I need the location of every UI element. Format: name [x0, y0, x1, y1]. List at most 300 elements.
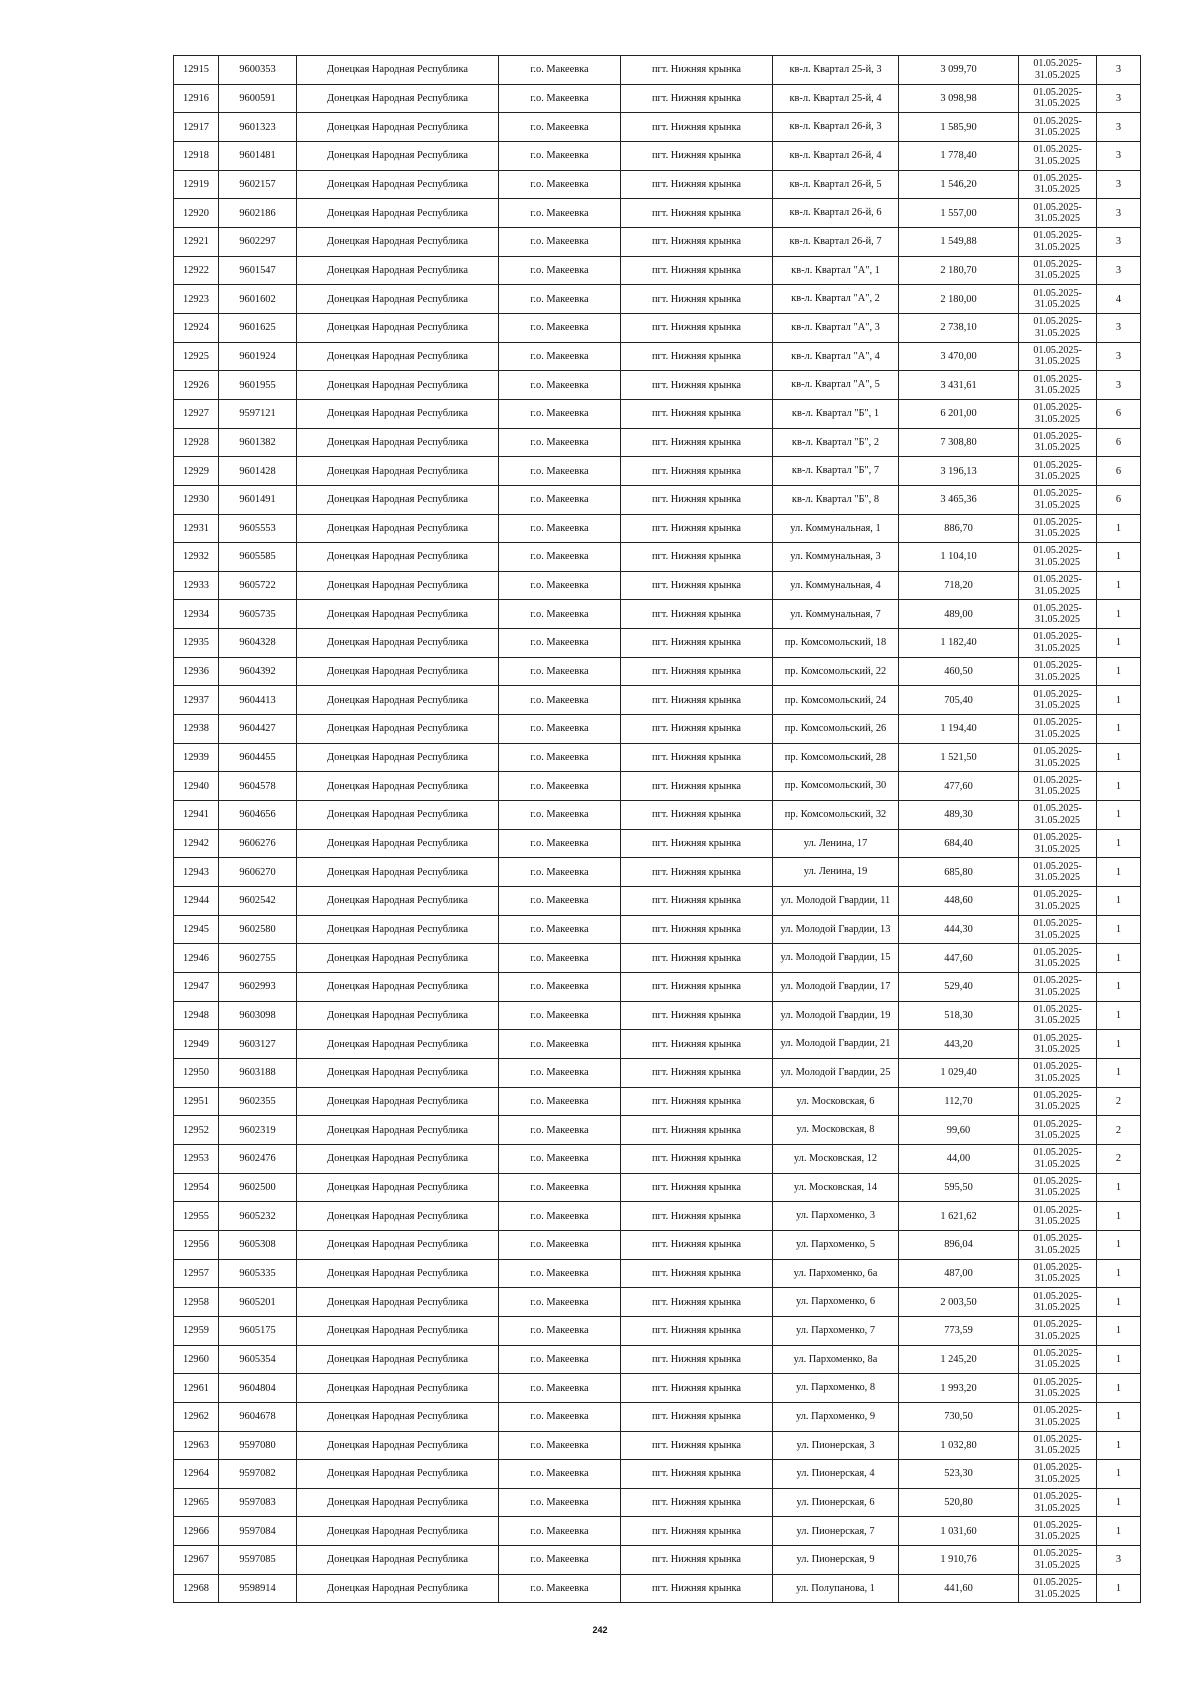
cell-settlement: пгт. Нижняя крынка — [621, 1259, 773, 1288]
cell-area: 1 194,40 — [899, 715, 1019, 744]
cell-count: 3 — [1097, 84, 1141, 113]
cell-code: 9597085 — [219, 1546, 297, 1575]
cell-period: 01.05.2025- 31.05.2025 — [1019, 313, 1097, 342]
cell-area: 444,30 — [899, 915, 1019, 944]
cell-settlement: пгт. Нижняя крынка — [621, 657, 773, 686]
table-row — [174, 1001, 1141, 1030]
cell-republic: Донецкая Народная Республика — [297, 1402, 499, 1431]
page-number: 242 — [592, 1625, 608, 1635]
cell-number: 12944 — [174, 887, 219, 916]
cell-district: г.о. Макеевка — [499, 1374, 621, 1403]
cell-republic: Донецкая Народная Республика — [297, 1116, 499, 1145]
cell-number: 12916 — [174, 84, 219, 113]
cell-number: 12921 — [174, 227, 219, 256]
table-row — [174, 571, 1141, 600]
cell-district: г.о. Макеевка — [499, 1144, 621, 1173]
cell-number: 12960 — [174, 1345, 219, 1374]
cell-count: 2 — [1097, 1116, 1141, 1145]
table-row — [174, 1316, 1141, 1345]
cell-period: 01.05.2025- 31.05.2025 — [1019, 256, 1097, 285]
cell-district: г.о. Макеевка — [499, 1574, 621, 1603]
cell-code: 9603127 — [219, 1030, 297, 1059]
cell-republic: Донецкая Народная Республика — [297, 801, 499, 830]
cell-count: 1 — [1097, 1402, 1141, 1431]
cell-code: 9597083 — [219, 1488, 297, 1517]
cell-area: 3 099,70 — [899, 56, 1019, 85]
cell-area: 3 098,98 — [899, 84, 1019, 113]
cell-code: 9604392 — [219, 657, 297, 686]
table-row — [174, 858, 1141, 887]
cell-count: 1 — [1097, 1030, 1141, 1059]
cell-code: 9605232 — [219, 1202, 297, 1231]
cell-period: 01.05.2025- 31.05.2025 — [1019, 858, 1097, 887]
cell-address: кв-л. Квартал 26-й, 5 — [773, 170, 899, 199]
table-row — [174, 915, 1141, 944]
cell-period: 01.05.2025- 31.05.2025 — [1019, 1259, 1097, 1288]
cell-district: г.о. Макеевка — [499, 285, 621, 314]
cell-number: 12966 — [174, 1517, 219, 1546]
cell-area: 460,50 — [899, 657, 1019, 686]
cell-count: 1 — [1097, 1460, 1141, 1489]
cell-area: 705,40 — [899, 686, 1019, 715]
cell-count: 1 — [1097, 1202, 1141, 1231]
cell-settlement: пгт. Нижняя крынка — [621, 84, 773, 113]
cell-period: 01.05.2025- 31.05.2025 — [1019, 657, 1097, 686]
table-row — [174, 56, 1141, 85]
cell-republic: Донецкая Народная Республика — [297, 227, 499, 256]
cell-settlement: пгт. Нижняя крынка — [621, 1058, 773, 1087]
cell-period: 01.05.2025- 31.05.2025 — [1019, 141, 1097, 170]
cell-number: 12917 — [174, 113, 219, 142]
table-row — [174, 457, 1141, 486]
cell-republic: Донецкая Народная Республика — [297, 199, 499, 228]
cell-number: 12950 — [174, 1058, 219, 1087]
table-body — [174, 56, 1141, 1603]
cell-count: 1 — [1097, 1230, 1141, 1259]
cell-address: кв-л. Квартал 26-й, 6 — [773, 199, 899, 228]
cell-number: 12915 — [174, 56, 219, 85]
cell-address: кв-л. Квартал "А", 5 — [773, 371, 899, 400]
cell-count: 1 — [1097, 1259, 1141, 1288]
cell-district: г.о. Макеевка — [499, 743, 621, 772]
cell-district: г.о. Макеевка — [499, 629, 621, 658]
cell-count: 1 — [1097, 944, 1141, 973]
cell-address: кв-л. Квартал 26-й, 3 — [773, 113, 899, 142]
cell-settlement: пгт. Нижняя крынка — [621, 141, 773, 170]
cell-period: 01.05.2025- 31.05.2025 — [1019, 1431, 1097, 1460]
cell-code: 9602186 — [219, 199, 297, 228]
cell-district: г.о. Макеевка — [499, 887, 621, 916]
cell-republic: Донецкая Народная Республика — [297, 342, 499, 371]
cell-settlement: пгт. Нижняя крынка — [621, 915, 773, 944]
table-row — [174, 1202, 1141, 1231]
table-row — [174, 1402, 1141, 1431]
cell-district: г.о. Макеевка — [499, 543, 621, 572]
cell-republic: Донецкая Народная Республика — [297, 113, 499, 142]
cell-area: 520,80 — [899, 1488, 1019, 1517]
cell-address: пр. Комсомольский, 28 — [773, 743, 899, 772]
cell-republic: Донецкая Народная Республика — [297, 715, 499, 744]
cell-area: 99,60 — [899, 1116, 1019, 1145]
cell-address: ул. Коммунальная, 3 — [773, 543, 899, 572]
cell-number: 12919 — [174, 170, 219, 199]
table-row — [174, 399, 1141, 428]
cell-settlement: пгт. Нижняя крынка — [621, 1001, 773, 1030]
cell-number: 12927 — [174, 399, 219, 428]
cell-code: 9601382 — [219, 428, 297, 457]
cell-address: пр. Комсомольский, 26 — [773, 715, 899, 744]
cell-count: 1 — [1097, 715, 1141, 744]
cell-number: 12941 — [174, 801, 219, 830]
table-row — [174, 1259, 1141, 1288]
cell-republic: Донецкая Народная Республика — [297, 1001, 499, 1030]
cell-settlement: пгт. Нижняя крынка — [621, 829, 773, 858]
cell-address: кв-л. Квартал "А", 3 — [773, 313, 899, 342]
cell-number: 12925 — [174, 342, 219, 371]
cell-code: 9604455 — [219, 743, 297, 772]
cell-count: 1 — [1097, 1488, 1141, 1517]
cell-count: 1 — [1097, 1001, 1141, 1030]
cell-count: 3 — [1097, 371, 1141, 400]
cell-number: 12946 — [174, 944, 219, 973]
cell-period: 01.05.2025- 31.05.2025 — [1019, 571, 1097, 600]
table-row — [174, 657, 1141, 686]
cell-count: 1 — [1097, 973, 1141, 1002]
cell-republic: Донецкая Народная Республика — [297, 313, 499, 342]
table-row — [174, 600, 1141, 629]
cell-district: г.о. Макеевка — [499, 514, 621, 543]
cell-count: 1 — [1097, 629, 1141, 658]
cell-period: 01.05.2025- 31.05.2025 — [1019, 1144, 1097, 1173]
cell-republic: Донецкая Народная Республика — [297, 543, 499, 572]
cell-district: г.о. Макеевка — [499, 1546, 621, 1575]
cell-count: 2 — [1097, 1087, 1141, 1116]
cell-republic: Донецкая Народная Республика — [297, 858, 499, 887]
cell-republic: Донецкая Народная Республика — [297, 1374, 499, 1403]
cell-code: 9601955 — [219, 371, 297, 400]
cell-settlement: пгт. Нижняя крынка — [621, 227, 773, 256]
cell-code: 9605335 — [219, 1259, 297, 1288]
cell-settlement: пгт. Нижняя крынка — [621, 543, 773, 572]
cell-settlement: пгт. Нижняя крынка — [621, 1431, 773, 1460]
cell-area: 2 738,10 — [899, 313, 1019, 342]
cell-settlement: пгт. Нижняя крынка — [621, 313, 773, 342]
cell-period: 01.05.2025- 31.05.2025 — [1019, 915, 1097, 944]
cell-settlement: пгт. Нижняя крынка — [621, 1374, 773, 1403]
cell-republic: Донецкая Народная Республика — [297, 428, 499, 457]
cell-area: 1 546,20 — [899, 170, 1019, 199]
table-row — [174, 829, 1141, 858]
table-row — [174, 514, 1141, 543]
cell-area: 529,40 — [899, 973, 1019, 1002]
cell-address: ул. Молодой Гвардии, 13 — [773, 915, 899, 944]
table-row — [174, 1574, 1141, 1603]
cell-period: 01.05.2025- 31.05.2025 — [1019, 1316, 1097, 1345]
cell-period: 01.05.2025- 31.05.2025 — [1019, 772, 1097, 801]
cell-count: 1 — [1097, 801, 1141, 830]
cell-settlement: пгт. Нижняя крынка — [621, 973, 773, 1002]
cell-number: 12968 — [174, 1574, 219, 1603]
cell-period: 01.05.2025- 31.05.2025 — [1019, 1230, 1097, 1259]
cell-settlement: пгт. Нижняя крынка — [621, 858, 773, 887]
table-row — [174, 1173, 1141, 1202]
cell-republic: Донецкая Народная Республика — [297, 600, 499, 629]
cell-address: ул. Пионерская, 7 — [773, 1517, 899, 1546]
cell-count: 1 — [1097, 1288, 1141, 1317]
cell-settlement: пгт. Нижняя крынка — [621, 1488, 773, 1517]
cell-period: 01.05.2025- 31.05.2025 — [1019, 56, 1097, 85]
cell-number: 12934 — [174, 600, 219, 629]
cell-area: 6 201,00 — [899, 399, 1019, 428]
cell-district: г.о. Макеевка — [499, 1173, 621, 1202]
cell-area: 718,20 — [899, 571, 1019, 600]
cell-republic: Донецкая Народная Республика — [297, 1431, 499, 1460]
cell-republic: Донецкая Народная Республика — [297, 514, 499, 543]
cell-settlement: пгт. Нижняя крынка — [621, 1288, 773, 1317]
cell-period: 01.05.2025- 31.05.2025 — [1019, 1345, 1097, 1374]
cell-number: 12965 — [174, 1488, 219, 1517]
cell-district: г.о. Макеевка — [499, 141, 621, 170]
cell-area: 1 585,90 — [899, 113, 1019, 142]
cell-district: г.о. Макеевка — [499, 227, 621, 256]
table-row — [174, 199, 1141, 228]
table-row — [174, 113, 1141, 142]
cell-address: кв-л. Квартал 25-й, 4 — [773, 84, 899, 113]
table-row — [174, 313, 1141, 342]
cell-count: 1 — [1097, 829, 1141, 858]
table-row — [174, 1488, 1141, 1517]
cell-period: 01.05.2025- 31.05.2025 — [1019, 457, 1097, 486]
cell-number: 12963 — [174, 1431, 219, 1460]
cell-number: 12942 — [174, 829, 219, 858]
cell-address: пр. Комсомольский, 24 — [773, 686, 899, 715]
cell-address: ул. Коммунальная, 4 — [773, 571, 899, 600]
cell-count: 3 — [1097, 227, 1141, 256]
cell-settlement: пгт. Нижняя крынка — [621, 371, 773, 400]
table-row — [174, 973, 1141, 1002]
cell-count: 1 — [1097, 1431, 1141, 1460]
cell-period: 01.05.2025- 31.05.2025 — [1019, 1546, 1097, 1575]
table-row — [174, 428, 1141, 457]
cell-settlement: пгт. Нижняя крынка — [621, 571, 773, 600]
cell-address: ул. Пархоменко, 7 — [773, 1316, 899, 1345]
cell-district: г.о. Макеевка — [499, 170, 621, 199]
table-row — [174, 1517, 1141, 1546]
table-row — [174, 1087, 1141, 1116]
cell-address: кв-л. Квартал 25-й, 3 — [773, 56, 899, 85]
cell-code: 9597080 — [219, 1431, 297, 1460]
cell-district: г.о. Макеевка — [499, 915, 621, 944]
cell-settlement: пгт. Нижняя крынка — [621, 887, 773, 916]
cell-code: 9597082 — [219, 1460, 297, 1489]
cell-address: кв-л. Квартал "Б", 7 — [773, 457, 899, 486]
cell-period: 01.05.2025- 31.05.2025 — [1019, 1374, 1097, 1403]
cell-code: 9600591 — [219, 84, 297, 113]
table-row — [174, 887, 1141, 916]
cell-area: 3 431,61 — [899, 371, 1019, 400]
cell-count: 1 — [1097, 772, 1141, 801]
cell-count: 1 — [1097, 1574, 1141, 1603]
cell-number: 12918 — [174, 141, 219, 170]
cell-code: 9601602 — [219, 285, 297, 314]
cell-settlement: пгт. Нижняя крынка — [621, 485, 773, 514]
cell-code: 9597121 — [219, 399, 297, 428]
cell-republic: Донецкая Народная Республика — [297, 1259, 499, 1288]
cell-address: ул. Московская, 12 — [773, 1144, 899, 1173]
table-row — [174, 1230, 1141, 1259]
cell-area: 489,00 — [899, 600, 1019, 629]
cell-address: кв-л. Квартал "Б", 1 — [773, 399, 899, 428]
cell-count: 1 — [1097, 858, 1141, 887]
cell-address: ул. Московская, 8 — [773, 1116, 899, 1145]
cell-republic: Донецкая Народная Республика — [297, 1488, 499, 1517]
cell-area: 448,60 — [899, 887, 1019, 916]
cell-address: кв-л. Квартал "Б", 2 — [773, 428, 899, 457]
cell-period: 01.05.2025- 31.05.2025 — [1019, 1488, 1097, 1517]
cell-code: 9605308 — [219, 1230, 297, 1259]
cell-code: 9604678 — [219, 1402, 297, 1431]
cell-period: 01.05.2025- 31.05.2025 — [1019, 743, 1097, 772]
cell-count: 3 — [1097, 56, 1141, 85]
table-row — [174, 1374, 1141, 1403]
cell-area: 518,30 — [899, 1001, 1019, 1030]
cell-period: 01.05.2025- 31.05.2025 — [1019, 1517, 1097, 1546]
cell-settlement: пгт. Нижняя крынка — [621, 715, 773, 744]
cell-count: 1 — [1097, 1517, 1141, 1546]
cell-settlement: пгт. Нижняя крынка — [621, 629, 773, 658]
table-row — [174, 1431, 1141, 1460]
cell-count: 3 — [1097, 256, 1141, 285]
table-row — [174, 743, 1141, 772]
cell-area: 3 470,00 — [899, 342, 1019, 371]
cell-area: 489,30 — [899, 801, 1019, 830]
cell-district: г.о. Макеевка — [499, 600, 621, 629]
cell-code: 9604427 — [219, 715, 297, 744]
cell-code: 9604413 — [219, 686, 297, 715]
cell-area: 1 993,20 — [899, 1374, 1019, 1403]
cell-count: 1 — [1097, 1173, 1141, 1202]
cell-count: 1 — [1097, 600, 1141, 629]
cell-address: ул. Пионерская, 9 — [773, 1546, 899, 1575]
cell-address: ул. Ленина, 17 — [773, 829, 899, 858]
cell-count: 3 — [1097, 1546, 1141, 1575]
cell-area: 1 104,10 — [899, 543, 1019, 572]
table-row — [174, 944, 1141, 973]
cell-period: 01.05.2025- 31.05.2025 — [1019, 1574, 1097, 1603]
cell-number: 12938 — [174, 715, 219, 744]
cell-settlement: пгт. Нижняя крынка — [621, 1030, 773, 1059]
cell-count: 3 — [1097, 113, 1141, 142]
table-row — [174, 629, 1141, 658]
cell-area: 112,70 — [899, 1087, 1019, 1116]
cell-number: 12936 — [174, 657, 219, 686]
cell-period: 01.05.2025- 31.05.2025 — [1019, 199, 1097, 228]
cell-republic: Донецкая Народная Республика — [297, 657, 499, 686]
cell-code: 9598914 — [219, 1574, 297, 1603]
cell-settlement: пгт. Нижняя крынка — [621, 600, 773, 629]
cell-code: 9606270 — [219, 858, 297, 887]
cell-settlement: пгт. Нижняя крынка — [621, 1460, 773, 1489]
cell-address: ул. Полупанова, 1 — [773, 1574, 899, 1603]
cell-settlement: пгт. Нижняя крынка — [621, 801, 773, 830]
cell-settlement: пгт. Нижняя крынка — [621, 285, 773, 314]
cell-period: 01.05.2025- 31.05.2025 — [1019, 801, 1097, 830]
cell-district: г.о. Макеевка — [499, 944, 621, 973]
cell-number: 12949 — [174, 1030, 219, 1059]
cell-settlement: пгт. Нижняя крынка — [621, 399, 773, 428]
cell-settlement: пгт. Нижняя крынка — [621, 457, 773, 486]
cell-settlement: пгт. Нижняя крынка — [621, 1173, 773, 1202]
cell-settlement: пгт. Нижняя крынка — [621, 1546, 773, 1575]
cell-republic: Донецкая Народная Республика — [297, 285, 499, 314]
cell-number: 12928 — [174, 428, 219, 457]
cell-district: г.о. Макеевка — [499, 485, 621, 514]
cell-code: 9602297 — [219, 227, 297, 256]
cell-area: 1 549,88 — [899, 227, 1019, 256]
cell-settlement: пгт. Нижняя крынка — [621, 170, 773, 199]
cell-area: 3 196,13 — [899, 457, 1019, 486]
cell-count: 3 — [1097, 199, 1141, 228]
cell-number: 12954 — [174, 1173, 219, 1202]
cell-area: 2 180,70 — [899, 256, 1019, 285]
cell-number: 12943 — [174, 858, 219, 887]
cell-period: 01.05.2025- 31.05.2025 — [1019, 1030, 1097, 1059]
cell-period: 01.05.2025- 31.05.2025 — [1019, 285, 1097, 314]
cell-code: 9606276 — [219, 829, 297, 858]
cell-period: 01.05.2025- 31.05.2025 — [1019, 1402, 1097, 1431]
cell-republic: Донецкая Народная Республика — [297, 256, 499, 285]
cell-count: 4 — [1097, 285, 1141, 314]
cell-period: 01.05.2025- 31.05.2025 — [1019, 944, 1097, 973]
cell-republic: Донецкая Народная Республика — [297, 772, 499, 801]
cell-district: г.о. Макеевка — [499, 256, 621, 285]
cell-district: г.о. Макеевка — [499, 571, 621, 600]
cell-district: г.о. Макеевка — [499, 1058, 621, 1087]
cell-number: 12945 — [174, 915, 219, 944]
cell-district: г.о. Макеевка — [499, 973, 621, 1002]
cell-code: 9604578 — [219, 772, 297, 801]
cell-period: 01.05.2025- 31.05.2025 — [1019, 1173, 1097, 1202]
cell-settlement: пгт. Нижняя крынка — [621, 199, 773, 228]
cell-code: 9601428 — [219, 457, 297, 486]
cell-number: 12959 — [174, 1316, 219, 1345]
cell-number: 12920 — [174, 199, 219, 228]
cell-count: 1 — [1097, 543, 1141, 572]
cell-period: 01.05.2025- 31.05.2025 — [1019, 84, 1097, 113]
cell-period: 01.05.2025- 31.05.2025 — [1019, 1058, 1097, 1087]
cell-republic: Донецкая Народная Республика — [297, 1316, 499, 1345]
cell-count: 6 — [1097, 485, 1141, 514]
cell-number: 12922 — [174, 256, 219, 285]
cell-area: 730,50 — [899, 1402, 1019, 1431]
cell-period: 01.05.2025- 31.05.2025 — [1019, 399, 1097, 428]
cell-period: 01.05.2025- 31.05.2025 — [1019, 543, 1097, 572]
cell-district: г.о. Макеевка — [499, 1116, 621, 1145]
cell-address: ул. Пионерская, 4 — [773, 1460, 899, 1489]
cell-settlement: пгт. Нижняя крынка — [621, 1316, 773, 1345]
cell-district: г.о. Макеевка — [499, 56, 621, 85]
cell-count: 6 — [1097, 399, 1141, 428]
cell-district: г.о. Макеевка — [499, 84, 621, 113]
cell-settlement: пгт. Нижняя крынка — [621, 1345, 773, 1374]
table-row — [174, 84, 1141, 113]
table-row — [174, 1144, 1141, 1173]
cell-number: 12923 — [174, 285, 219, 314]
cell-address: кв-л. Квартал "А", 2 — [773, 285, 899, 314]
cell-number: 12935 — [174, 629, 219, 658]
cell-code: 9602993 — [219, 973, 297, 1002]
cell-code: 9601625 — [219, 313, 297, 342]
